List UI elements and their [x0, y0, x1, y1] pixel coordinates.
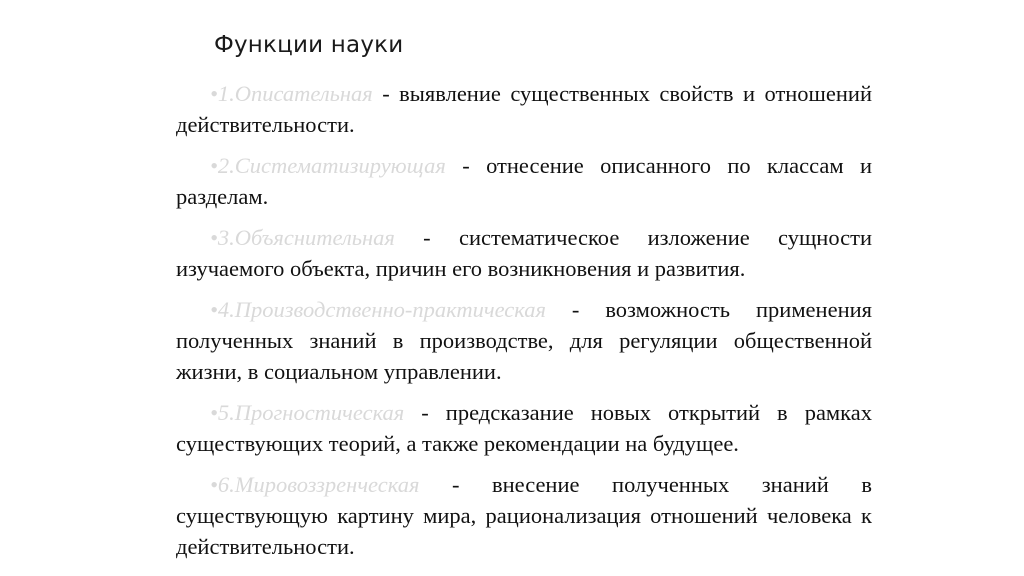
list-item-descriptive	[176, 78, 872, 140]
item-term: •5.Прогностическая	[210, 400, 405, 425]
item-term: •4.Производственно-практическая	[210, 297, 546, 322]
item-term: •3.Объяснительная	[210, 225, 395, 250]
list-item-systematizing	[176, 150, 872, 212]
list-item-prognostic	[176, 397, 872, 459]
item-term: •2.Систематизирующая	[210, 153, 446, 178]
item-description: - предсказание новых открытий в рамках существующих теорий, а также рекомендации на будущее.	[176, 400, 872, 456]
item-description: - отнесение описанного по классам и разделам.	[176, 153, 872, 209]
item-description: - возможность применения полученных знаний в производстве, для регуляции общественной жизни, в социальном управлении.	[176, 297, 872, 384]
item-description: - внесение полученных знаний в существующую картину мира, рационализация отношений человека к действительности.	[176, 472, 872, 559]
slide-title: Функции науки	[214, 32, 404, 58]
item-term: •6.Мировоззренческая	[210, 472, 420, 497]
item-term: •1.Описательная	[210, 81, 373, 106]
list-item-practical	[176, 294, 872, 387]
list-item-explanatory	[176, 222, 872, 284]
item-description: - выявление существенных свойств и отношений действительности.	[176, 81, 872, 137]
list-item-worldview	[176, 469, 872, 562]
functions-list	[176, 78, 872, 572]
item-description: - систематическое изложение сущности изучаемого объекта, причин его возникновения и развития.	[176, 225, 872, 281]
